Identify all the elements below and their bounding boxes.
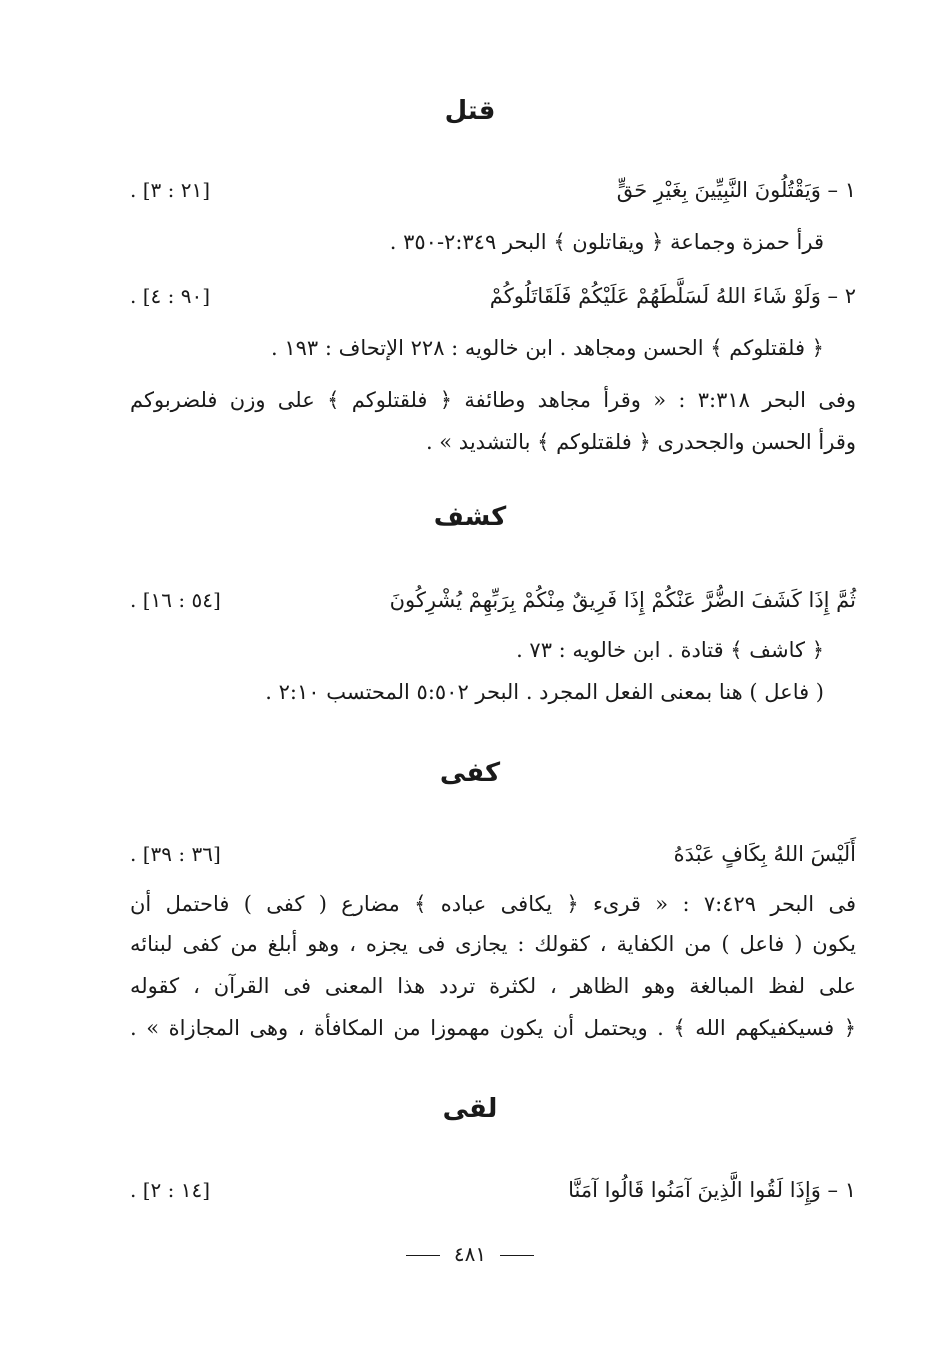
note-line: وقرأ الحسن والجحدرى ﴿ فلقتلوكم ﴾ بالتشديد » . (425, 430, 856, 454)
footer-rule-left (406, 1255, 440, 1256)
verse-text: ١ – وَيَقْتُلُونَ النَّبِيِّينَ بِغَيْرِ حَقٍّ (616, 178, 856, 202)
section-heading: كفى (439, 758, 501, 788)
verse-text: أَلَيْسَ اللهُ بِكَافٍ عَبْدَهُ (673, 842, 856, 866)
page-number: ٤٨١ (453, 1242, 487, 1266)
section-heading: لقى (442, 1094, 498, 1124)
note-line: ﴿ فلقتلوكم ﴾ الحسن ومجاهد . ابن خالويه : ٢٢٨ الإتحاف : ١٩٣ . (270, 336, 824, 360)
note-line: قرأ حمزة وجماعة ﴿ ويقاتلون ﴾ البحر ٢:٣٤٩-٣٥٠ . (389, 230, 824, 254)
page-footer (0, 1242, 940, 1266)
note-line: فى البحر ٧:٤٢٩ : « قرىء ﴿ يكافى عباده ﴾ مضارع ( كفى ) فاحتمل أن (130, 892, 856, 916)
verse-reference: . [١٤ : ٢] (130, 1178, 211, 1202)
section-heading: كشف (433, 502, 507, 532)
note-line: ﴿ كاشف ﴾ قتادة . ابن خالويه : ٧٣ . (516, 638, 824, 662)
note-line: يكون ( فاعل ) من الكفاية ، كقولك : يجازى فى يجزه ، وهو أبلغ من كفى لبنائه (130, 932, 856, 956)
verse-text: ١ – وَإِذَا لَقُوا الَّذِينَ آمَنُوا قَالُوا آمَنَّا (568, 1178, 856, 1202)
verse-reference: . [٥٤ : ١٦] (130, 588, 221, 612)
verse-text: ثُمَّ إِذَا كَشَفَ الضُّرَّ عَنْكُمْ إِذَا فَرِيقٌ مِنْكُمْ بِرَبِّهِمْ يُشْرِكُونَ (389, 588, 856, 612)
verse-text: ٢ – وَلَوْ شَاءَ اللهُ لَسَلَّطَهُمْ عَلَيْكُمْ فَلَقَاتَلُوكُمْ (489, 284, 856, 308)
quran-verse-line (130, 1170, 856, 1210)
note-line: على لفظ المبالغة وهو الظاهر ، لكثرة تردد هذا المعنى فى القرآن ، كقوله (130, 974, 856, 998)
note-line: ﴿ فسيكفيكهم الله ﴾ . ويحتمل أن يكون مهموزا من المكافأة ، وهى المجازاة » . (130, 1016, 856, 1040)
quran-verse-line (130, 834, 856, 874)
note-line: ( فاعل ) هنا بمعنى الفعل المجرد . البحر ٥:٥٠٢ المحتسب ٢:١٠ . (265, 680, 824, 704)
quran-verse-line (130, 580, 856, 620)
verse-reference: . [٣٦ : ٣٩] (130, 842, 221, 866)
quran-verse-line (130, 170, 856, 210)
footer-rule-right (500, 1255, 534, 1256)
section-heading: قتل (444, 96, 496, 126)
verse-reference: . [٢١ : ٣] (130, 178, 211, 202)
verse-reference: . [٩٠ : ٤] (130, 284, 211, 308)
quran-verse-line (130, 276, 856, 316)
note-line: وفى البحر ٣:٣١٨ : « وقرأ مجاهد وطائفة ﴿ فلقتلوكم ﴾ على وزن فلضربوكم (130, 388, 856, 412)
